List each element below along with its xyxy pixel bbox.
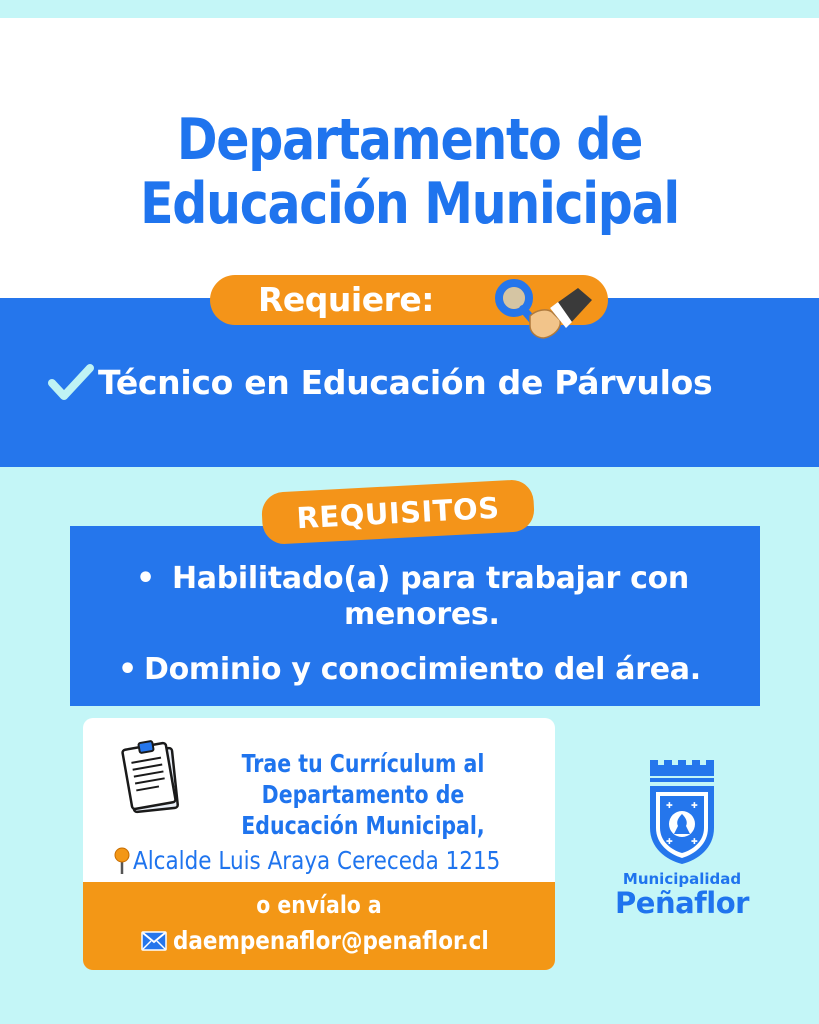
bullet: •: [136, 561, 155, 596]
requirement-item-2: [118, 651, 701, 689]
svg-text:✚: ✚: [666, 837, 673, 846]
document-icon: [121, 740, 183, 816]
magnifier-hand-icon: [490, 276, 600, 346]
logo-penaflor: Peñaflor: [615, 886, 749, 920]
crest-icon: [644, 756, 720, 866]
cv-line-2: Departamento de: [261, 780, 465, 809]
requirement-item-1-line-1: Habilitado(a) para trabajar con: [172, 561, 689, 596]
requirement-item-2-text: Dominio y conocimiento del área.: [144, 652, 701, 687]
mail-icon: [141, 931, 167, 951]
email-row: [141, 924, 540, 958]
position-title: Técnico en Educación de Párvulos: [98, 363, 713, 402]
email-link[interactable]: daempenaflor@penaflor.cl: [173, 926, 489, 955]
requirement-item-1-line-2: menores.: [344, 597, 500, 632]
cv-instructions: [215, 748, 510, 841]
bullet: •: [118, 652, 137, 687]
svg-text:✚: ✚: [666, 801, 673, 810]
or-send-text: o envíalo a: [256, 891, 382, 919]
map-pin-icon: [113, 847, 131, 875]
title-line-1: Departamento de: [176, 107, 643, 173]
logo-municipalidad: Municipalidad: [622, 870, 742, 888]
cv-line-1: Trae tu Currículum al: [241, 749, 485, 778]
address-row: [113, 844, 555, 878]
requirement-item-1: [136, 560, 689, 598]
requirements-title: REQUISITOS: [295, 490, 501, 536]
page-title: [57, 108, 761, 236]
title-line-2: Educación Municipal: [140, 171, 679, 237]
requiere-label: Requiere:: [258, 280, 434, 319]
check-icon: [48, 363, 94, 403]
svg-text:✚: ✚: [691, 801, 698, 810]
position-row: [48, 358, 712, 408]
svg-text:✚: ✚: [691, 837, 698, 846]
contact-card: [83, 718, 555, 970]
cv-line-3: Educación Municipal,: [241, 811, 485, 840]
address-text: Alcalde Luis Araya Cereceda 1215: [133, 846, 501, 875]
